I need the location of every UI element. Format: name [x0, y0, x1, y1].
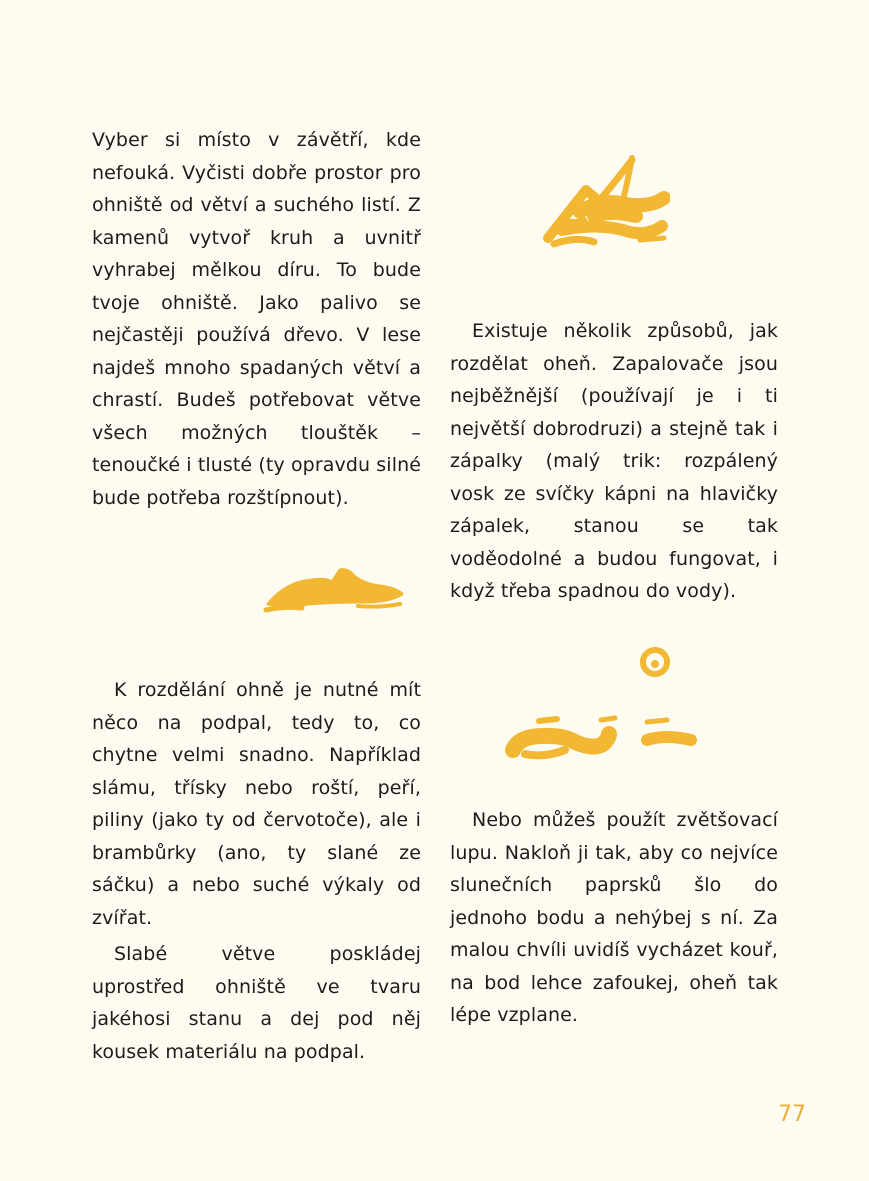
- text-column-left-bottom: [92, 674, 421, 1068]
- sun-magnifier-illustration: [505, 640, 700, 765]
- paragraph-magnifier: Nebo můžeš použít zvětšovací lupu. Nakloň ji tak, aby co nejvíce slunečních paprsků šlo do jednoho bodu a nehýbej s ní. Za malou chvíli uvidíš vycházet kouř, na bod lehce zafoukej, oheň tak lépe vzplane.: [450, 809, 778, 1026]
- text-column-right-top: [450, 315, 778, 608]
- paragraph-lighters: Existuje několik způsobů, jak rozdělat oheň. Zapalovače jsou nejběžnější (používají je i ti největší dobrodruzi) a stejně tak i zápalky (malý trik: rozpálený vosk ze svíčky kápni na hlavičky zápalek, stanou se tak voděodolné a budou fungovat, i když třeba spadnou do vody).: [450, 320, 778, 602]
- paragraph-tent: Slabé větve poskládej uprostřed ohniště ve tvaru jakéhosi stanu a dej pod něj kousek materiálu na podpal.: [92, 943, 421, 1063]
- paragraph-kindling: K rozdělání ohně je nutné mít něco na podpal, tedy to, co chytne velmi snadno. Například slámu, třísky nebo roští, peří, piliny (jako ty od červotoče), ale i brambůrky (ano, ty slané ze sáčku) a nebo suché výkaly od zvířat.: [92, 679, 421, 929]
- paragraph-firepit: Vyber si místo v závětří, kde nefouká. Vyčisti dobře prostor pro ohniště od větví a suchého listí. Z kamenů vytvoř kruh a uvnitř vyhrabej mělkou díru. To bude tvoje ohniště. Jako palivo se nejčastěji používá dřevo. V lese najdeš mnoho spadaných větví a chrastí. Budeš potřebovat větve všech možných tlouštěk – tenoučké i tlusté (ty opravdu silné bude potřeba rozštípnout).: [92, 129, 421, 509]
- page-number: 77: [778, 1102, 806, 1127]
- text-column-right-bottom: [450, 804, 778, 1032]
- text-column-left-top: [92, 124, 421, 514]
- branch-tent-illustration: [540, 150, 670, 255]
- kindling-pile-illustration: [262, 562, 407, 616]
